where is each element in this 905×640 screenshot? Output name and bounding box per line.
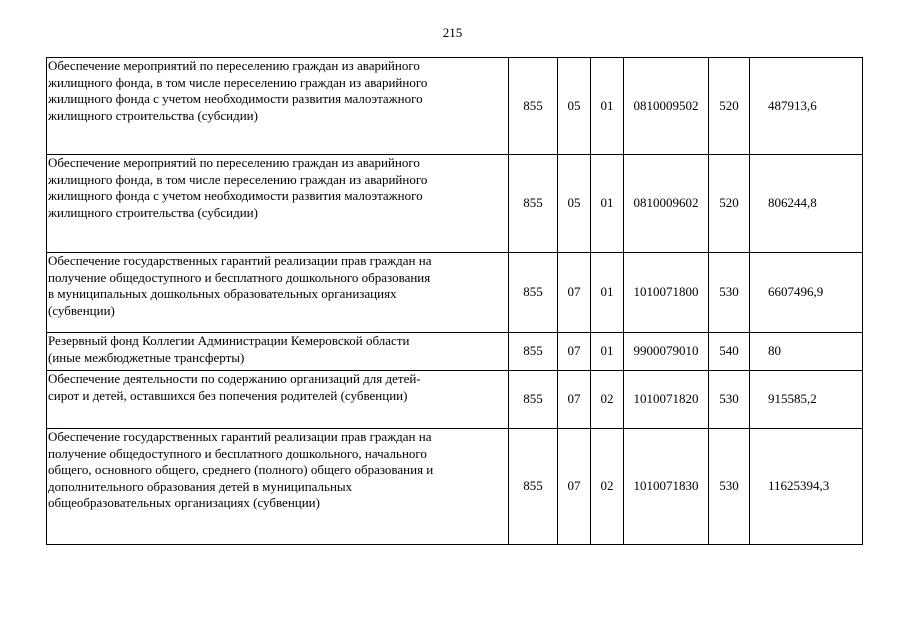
target-article-code: 0810009502 [624,58,709,155]
target-article-code: 0810009602 [624,155,709,253]
amount-value: 915585,2 [750,371,863,429]
page-number: 215 [442,25,463,40]
amount-value: 11625394,3 [750,429,863,545]
ministry-code: 855 [509,371,558,429]
target-article-code: 1010071800 [624,253,709,333]
table-row [47,58,863,155]
row-description: Обеспечение государственных гарантий реализации прав граждан на получение общедоступного и бесплатного дошкольного, начального общего, основного общего, среднего (полного) общего образования и дополнительного образования детей в муниципальных общеобразовательных организациях (субвенции) [47,429,509,545]
subsection-code: 01 [591,155,624,253]
table-row [47,155,863,253]
row-description: Обеспечение мероприятий по переселению граждан из аварийного жилищного фонда, в том числе переселению граждан из аварийного жилищного фонда с учетом необходимости развития малоэтажного жилищного строительства (субсидии) [47,155,509,253]
ministry-code: 855 [509,253,558,333]
ministry-code: 855 [509,58,558,155]
ministry-code: 855 [509,429,558,545]
section-code: 07 [558,429,591,545]
table-row [47,429,863,545]
expense-type-code: 520 [709,155,750,253]
ministry-code: 855 [509,333,558,371]
target-article-code: 1010071820 [624,371,709,429]
amount-value: 806244,8 [750,155,863,253]
target-article-code: 1010071830 [624,429,709,545]
ministry-code: 855 [509,155,558,253]
expense-type-code: 530 [709,253,750,333]
row-description: Обеспечение мероприятий по переселению граждан из аварийного жилищного фонда, в том числе переселению граждан из аварийного жилищного фонда с учетом необходимости развития малоэтажного жилищного строительства (субсидии) [47,58,509,155]
subsection-code: 01 [591,58,624,155]
row-description: Обеспечение деятельности по содержанию организаций для детей- сирот и детей, оставшихся без попечения родителей (субвенции) [47,371,509,429]
row-description: Обеспечение государственных гарантий реализации прав граждан на получение общедоступного и бесплатного дошкольного образования в муниципальных дошкольных образовательных организациях (субвенции) [47,253,509,333]
budget-table [46,57,863,545]
expense-type-code: 530 [709,429,750,545]
section-code: 07 [558,333,591,371]
amount-value: 6607496,9 [750,253,863,333]
section-code: 05 [558,58,591,155]
subsection-code: 01 [591,253,624,333]
section-code: 07 [558,371,591,429]
expense-type-code: 530 [709,371,750,429]
expense-type-code: 540 [709,333,750,371]
section-code: 07 [558,253,591,333]
subsection-code: 02 [591,429,624,545]
subsection-code: 02 [591,371,624,429]
amount-value: 487913,6 [750,58,863,155]
table-row [47,333,863,371]
expense-type-code: 520 [709,58,750,155]
row-description: Резервный фонд Коллегии Администрации Кемеровской области (иные межбюджетные трансферты) [47,333,509,371]
table-row [47,253,863,333]
section-code: 05 [558,155,591,253]
amount-value: 80 [750,333,863,371]
subsection-code: 01 [591,333,624,371]
table-row [47,371,863,429]
target-article-code: 9900079010 [624,333,709,371]
